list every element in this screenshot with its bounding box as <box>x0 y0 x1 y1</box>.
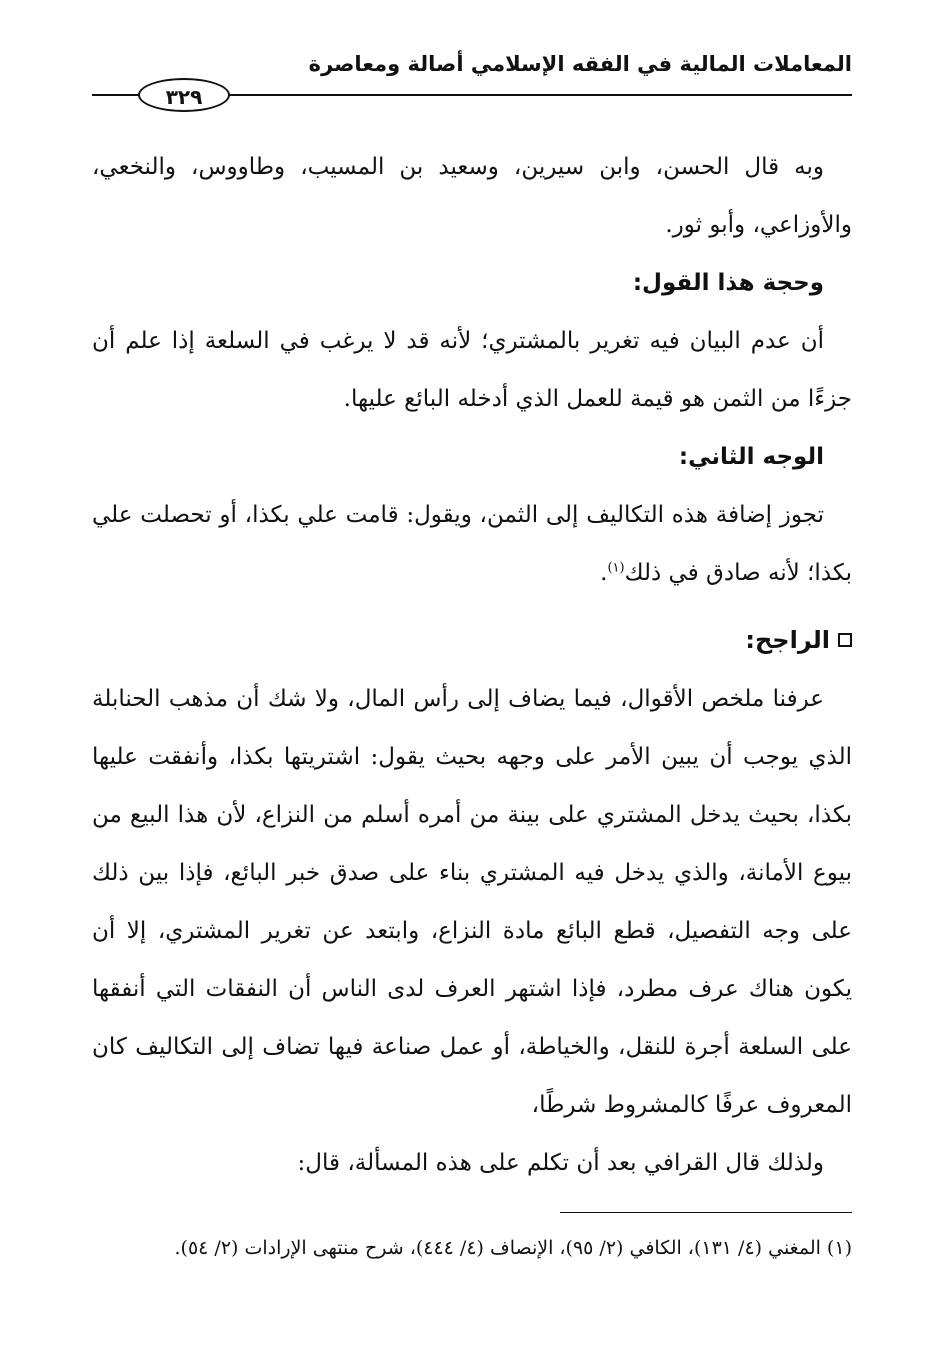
paragraph-second-view-text: تجوز إضافة هذه التكاليف إلى الثمن، ويقول: قامت علي بكذا، أو تحصلت علي بكذا؛ لأنه صادق في ذلك <box>92 502 852 586</box>
page-number: ٣٢٩ <box>138 78 230 112</box>
running-title: المعاملات المالية في الفقه الإسلامي أصالة ومعاصرة <box>308 52 852 76</box>
section-heading-label: الراجح: <box>745 626 830 654</box>
square-bullet-icon <box>838 633 852 647</box>
footnote-reference[interactable]: (١) <box>607 560 625 576</box>
paragraph-second-view <box>92 486 852 602</box>
paragraph-scholars: وبه قال الحسن، وابن سيرين، وسعيد بن المسيب، وطاووس، والنخعي، والأوزاعي، وأبو ثور. <box>92 154 852 238</box>
paragraph-argument: أن عدم البيان فيه تغرير بالمشتري؛ لأنه قد لا يرغب في السلعة إذا علم أن جزءًا من الثمن هو قيمة للعمل الذي أدخله البائع عليها. <box>92 328 852 412</box>
section-heading-preferred <box>92 610 852 670</box>
footnote-separator <box>560 1212 852 1213</box>
subheading-argument: وحجة هذا القول: <box>632 270 824 296</box>
paragraph-second-view-end: . <box>600 560 608 586</box>
paragraph-qarafi: ولذلك قال القرافي بعد أن تكلم على هذه المسألة، قال: <box>297 1150 824 1176</box>
paragraph-preferred: عرفنا ملخص الأقوال، فيما يضاف إلى رأس المال، ولا شك أن مذهب الحنابلة الذي يوجب أن يبين الأمر على وجهه بحيث يقول: اشتريتها بكذا، وأنفقت عليها بكذا، بحيث يدخل المشتري على بينة من أمره أسلم من النزاع، لأن هذا البيع من بيوع الأمانة، والذي يدخل فيه المشتري بناء على صدق خبر البائع، فإذا بين ذلك على وجه التفصيل، قطع البائع مادة النزاع، وابتعد عن تغرير المشتري، إلا أن يكون هناك عرف مطرد، فإذا اشتهر العرف لدى الناس أن النفقات التي أنفقها على السلعة أجرة للنقل، والخياطة، أو عمل صناعة فيها تضاف إلى التكاليف كان المعروف عرفًا كالمشروط شرطًا، <box>92 686 852 1118</box>
page-body <box>92 138 852 1192</box>
subheading-second-view: الوجه الثاني: <box>678 444 824 470</box>
footnote-1: (١) المغني (٤/ ١٣١)، الكافي (٢/ ٩٥)، الإنصاف (٤/ ٤٤٤)، شرح منتهى الإرادات (٢/ ٥٤). <box>174 1237 852 1259</box>
